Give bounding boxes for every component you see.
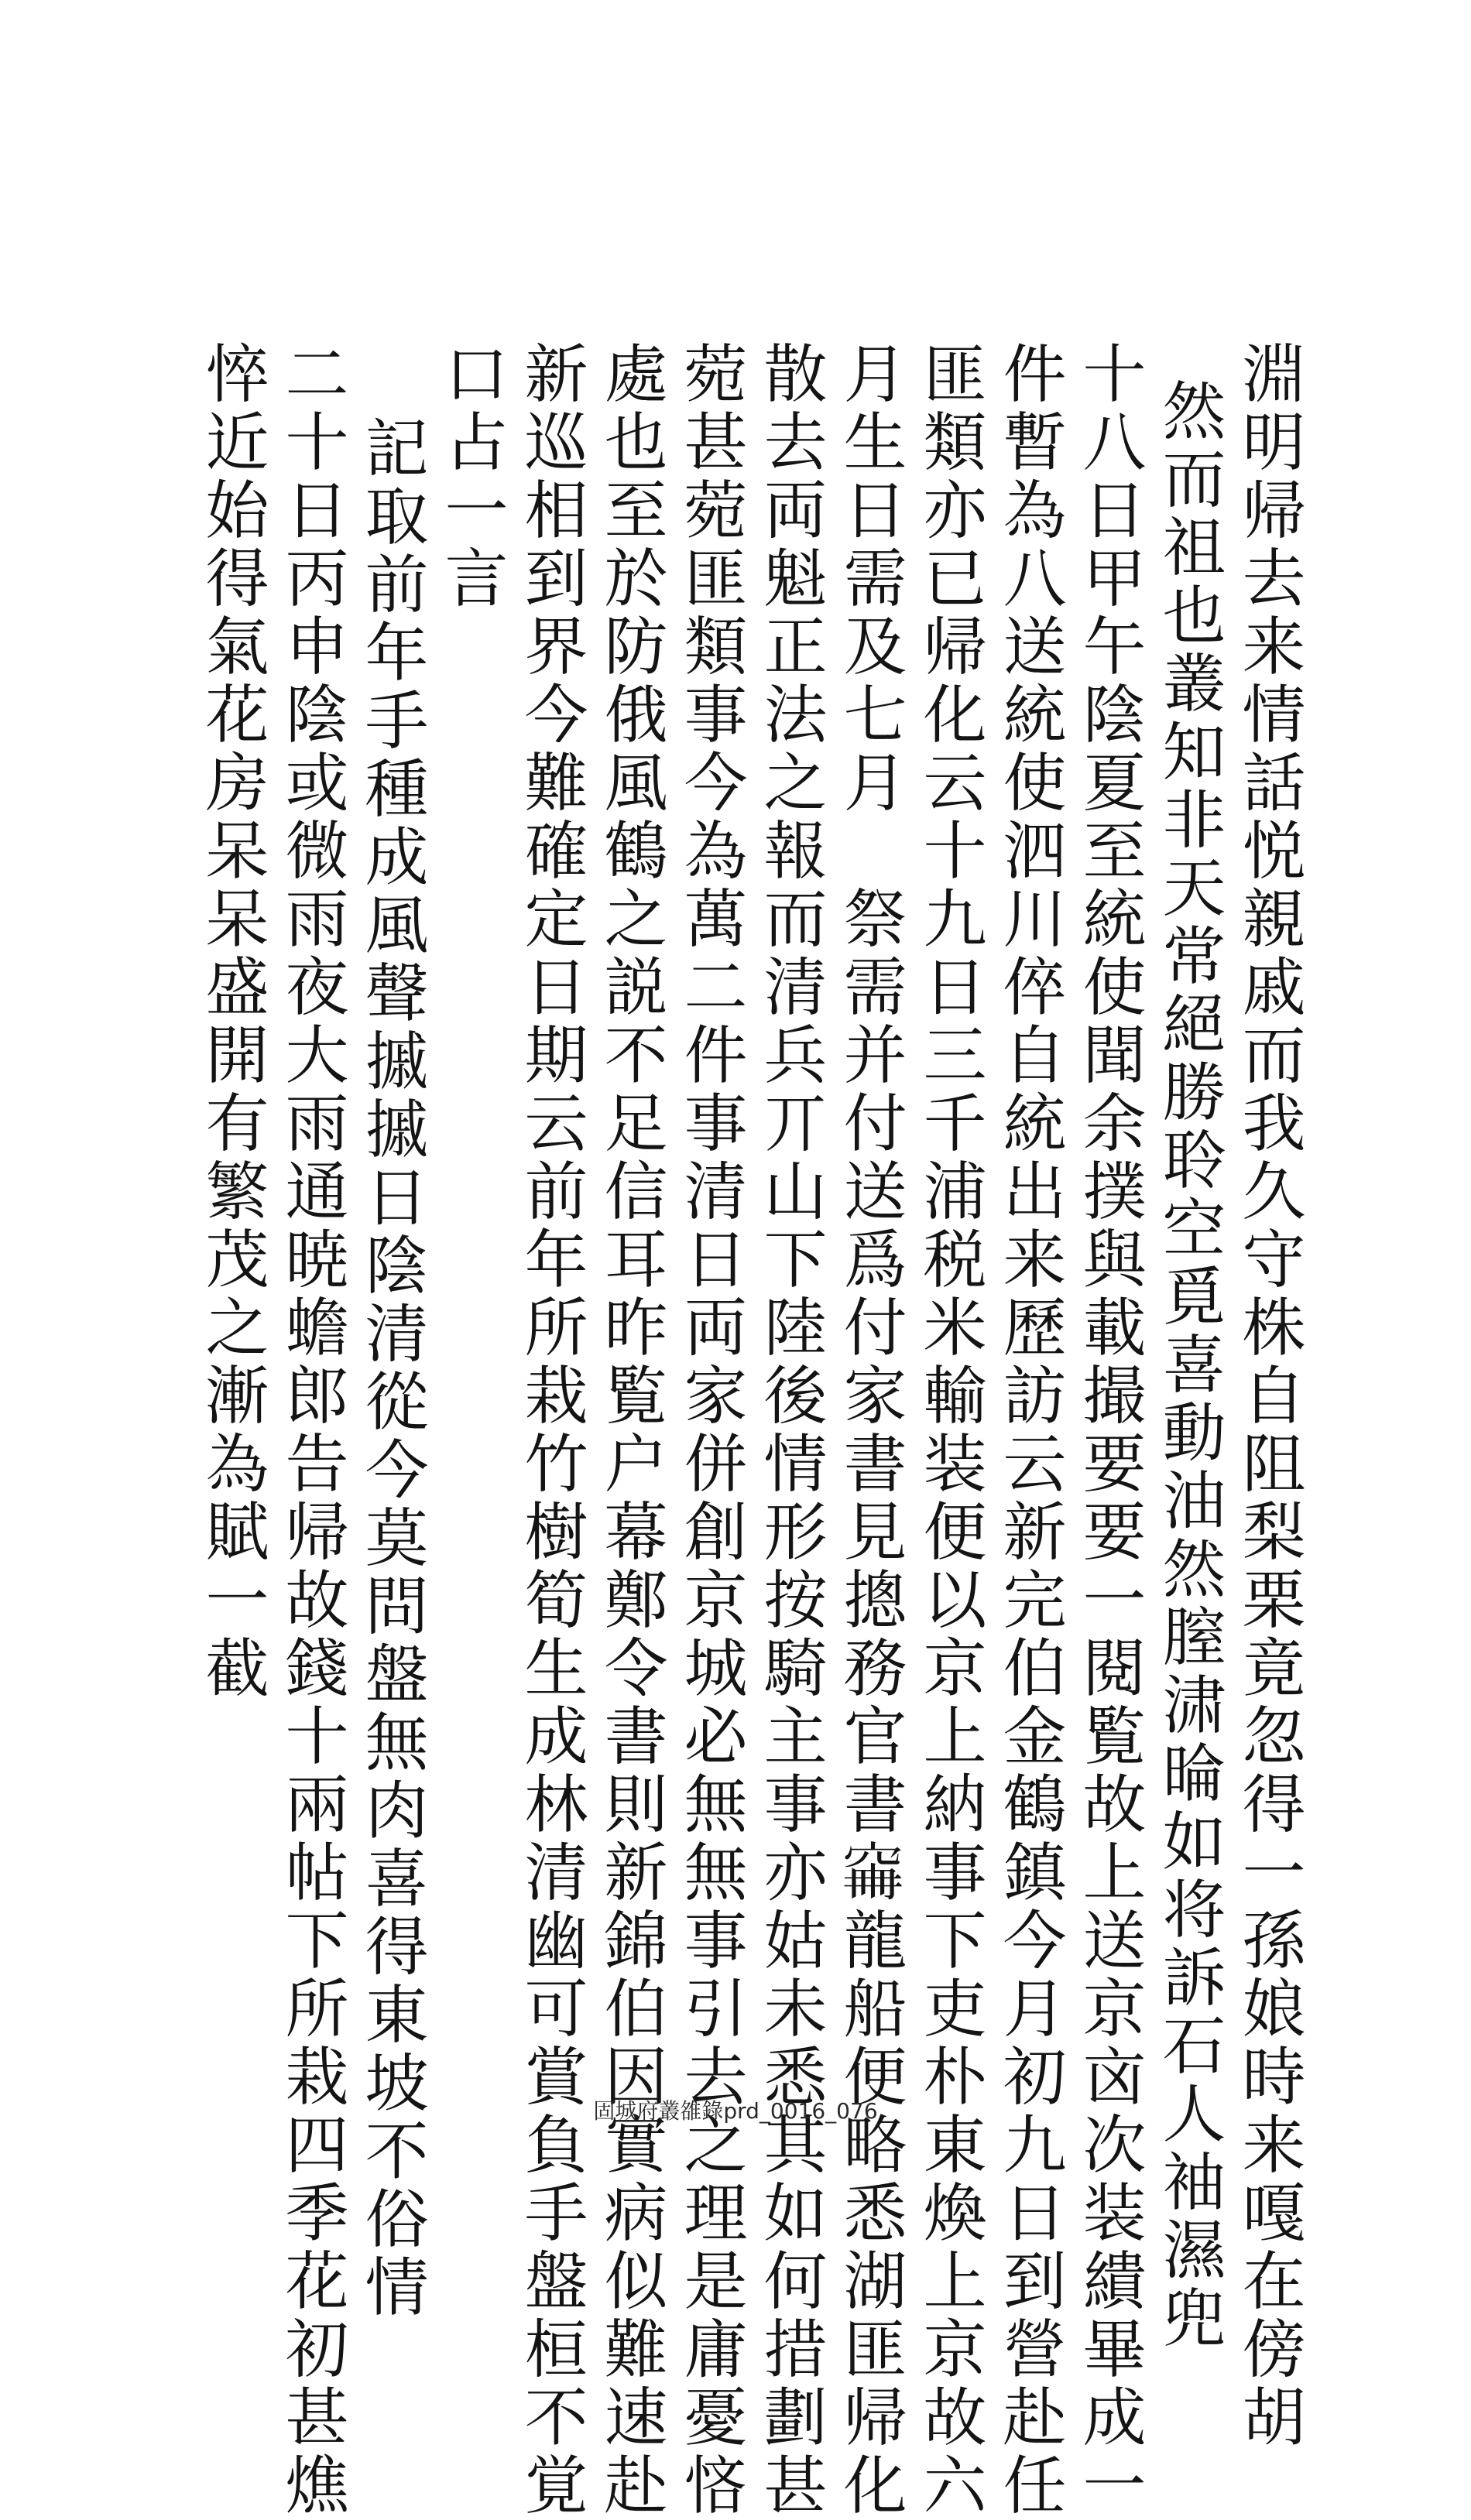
page-footer-label: 固城府叢𨿅錄prd_0016_076 xyxy=(593,2098,878,2124)
text-column-1: 淵明帰去来情話悦親戚而我久守株自阻梨栗竟忽得一孫娘時来嘎在傍胡 xyxy=(1232,341,1305,2452)
text-column-3: 十八日甲午陰夏至統使聞余撲與載撮要要一閱覧故上送京㐫次装繢畢成一 xyxy=(1072,341,1146,2520)
text-column-9: 處也至於防俄風鶴之説不足信耳昨覧户幕鄭令書則新錦伯因實病似難速赴 xyxy=(594,341,667,2520)
text-column-4: 件暫為八送統使泗川倅自統出来歷訪云新完伯金鶴鎮今月初九日到營赴任 xyxy=(993,341,1066,2520)
text-column-5: 匪類亦已帰化云十九日三千浦税米輸装便以京上納事下吏朴東煥上京故六 xyxy=(913,341,986,2520)
text-column-14: 悴近始得氣花房呆呆盛開有繁茂之漸為賦一截 xyxy=(195,341,269,1703)
text-column-7: 散去両魁正法之報而清兵丌山下陸後情形按騎主事亦姑未悉其如何措劃甚 xyxy=(753,341,827,2520)
text-column-6: 月生日需及七月 祭需并付送爲付家書見摠務官書𥥼龍船便略悉湖匪帰化 xyxy=(833,341,907,2520)
poem-column: 記取前年手種成風聲摵摵日陰清從今莫問盤無肉喜得東坡不俗情 xyxy=(355,415,428,2322)
text-column-8: 菀甚菀匪類事今為萬二件事清日両家併創京城必無無事引去之理是庸憂悋 xyxy=(674,341,747,2520)
text-column-11: 口占一言 xyxy=(434,341,508,613)
text-column-2: 然而祖也叢知非天常絕勝聆空覓喜動油然膣㴋㫻如将訴石人袖濕兜 xyxy=(1152,378,1226,2353)
text-column-10: 新巡相到界今難確定日期云前年所栽竹樹筍生成林清幽可賞負手盤桓不覚 xyxy=(514,341,588,2520)
text-column-13: 二十日丙申陰或微雨夜大雨通暁蟾郎告帰故錢十兩帖下所栽四季花初甚燋 xyxy=(275,341,348,2520)
